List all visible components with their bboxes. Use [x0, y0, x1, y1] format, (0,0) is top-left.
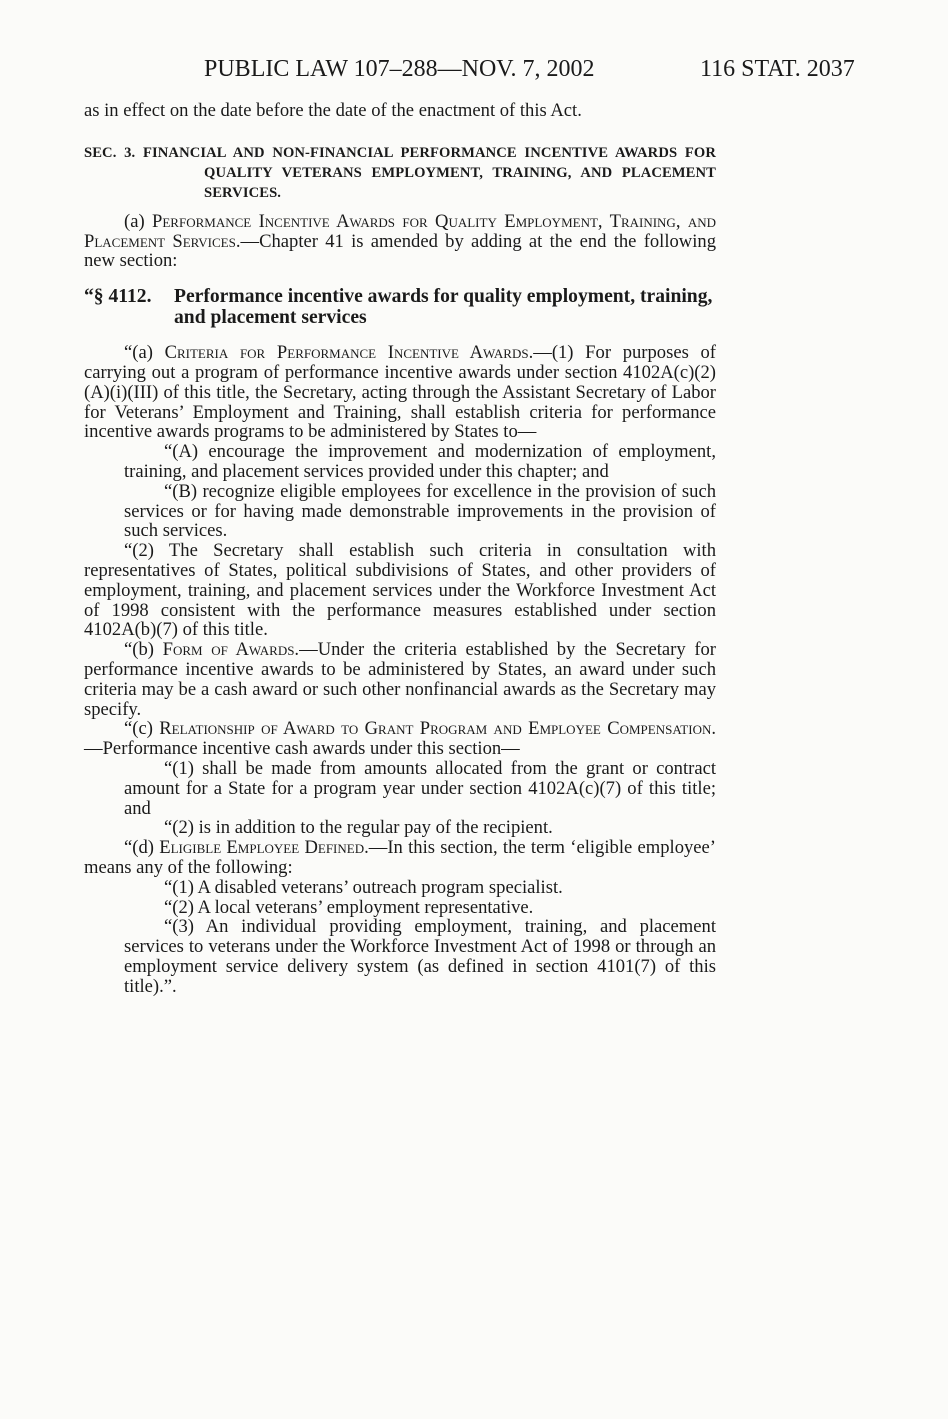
section-title-text: Performance incentive awards for quality employment, training, and placement services [174, 286, 713, 329]
paragraph-caption: Criteria for Performance Incentive Awards. [164, 342, 534, 364]
paragraph-d-2: “(2) A local veterans’ employment representative. [164, 896, 534, 918]
paragraph-lead: “(b) [124, 639, 163, 661]
paragraph-lead: (a) [124, 210, 153, 232]
paragraph-lead: “(a) [124, 342, 165, 364]
amendment-paragraph [84, 212, 716, 271]
subsection-a [84, 343, 716, 442]
statutes-page-number: 116 STAT. 2037 [700, 56, 855, 82]
subparagraph-a-B: “(B) recognize eligible employees for excellence in the provision of such services or for having made demonstrable improvements in the provision of such services. [124, 480, 716, 542]
paragraph-a-2: “(2) The Secretary shall establish such criteria in consultation with representatives of States, political subdivisions of States, and other providers of employment, training, and placement services under the Workforce Investment Act of 1998 consistent with the performance measures established under section 4102A(b)(7) of this title. [84, 540, 716, 641]
paragraph-caption: Form of Awards. [162, 639, 300, 661]
paragraph-text: —In this section, the term ‘eligible employee’ means any of the following: [84, 837, 716, 878]
subparagraph-a-A: “(A) encourage the improvement and modernization of employment, training, and placement services provided under this chapter; and [124, 441, 716, 482]
paragraph-text: —Under the criteria established by the Secretary for performance incentive awards to be administered by States, an award under such criteria may be a cash award or such other nonfinancial awards as the Secretary may specify. [84, 639, 716, 720]
subsection-c [84, 719, 716, 759]
carryover-text: as in effect on the date before the date of the enactment of this Act. [84, 100, 582, 121]
public-law-citation: PUBLIC LAW 107–288—NOV. 7, 2002 [204, 56, 595, 82]
document-body [84, 101, 716, 996]
paragraph-d-1: “(1) A disabled veterans’ outreach program specialist. [164, 876, 563, 898]
paragraph-c-2: “(2) is in addition to the regular pay of the recipient. [164, 817, 553, 839]
paragraph-text: —Performance incentive cash awards under this section— [84, 738, 520, 760]
section-number: “§ 4112. [84, 286, 152, 308]
paragraph-lead: “(d) [124, 837, 160, 859]
subsection-d [84, 838, 716, 878]
paragraph-caption: Eligible Employee Defined. [159, 837, 369, 859]
section-heading: SEC. 3. FINANCIAL AND NON-FINANCIAL PERFORMANCE INCENTIVE AWARDS FOR QUALITY VETERANS EMPLOYMENT, TRAINING, AND PLACEMENT SERVICES. [84, 144, 716, 201]
running-header [0, 56, 948, 86]
paragraph-c-1: “(1) shall be made from amounts allocated from the grant or contract amount for a State for a program year under section 4102A(c)(7) of this title; and [124, 757, 716, 819]
subsection-b [84, 640, 716, 719]
paragraph-d-3: “(3) An individual providing employment, training, and placement services to veterans under the Workforce Investment Act of 1998 or through an employment service delivery system (as defined in section 4101(7) of this title).”. [124, 916, 716, 997]
paragraph-text: —Chapter 41 is amended by adding at the end the following new section: [84, 230, 716, 272]
paragraph-caption: Relationship of Award to Grant Program and Employee Compensation. [159, 718, 716, 740]
new-section-title [84, 286, 716, 328]
paragraph-caption: Performance Incentive Awards for Quality Employment, Training, and Placement Services. [84, 210, 716, 252]
paragraph-text: —(1) For purposes of carrying out a program of performance incentive awards under section 4102A(c)(2)(A)(i)(III) of this title, the Secretary, acting through the Assistant Secretary of Labor for Veterans’ Employment and Training, shall establish criteria for performance incentive awards programs to be administered by States to— [84, 342, 716, 443]
paragraph-lead: “(c) [124, 718, 160, 740]
